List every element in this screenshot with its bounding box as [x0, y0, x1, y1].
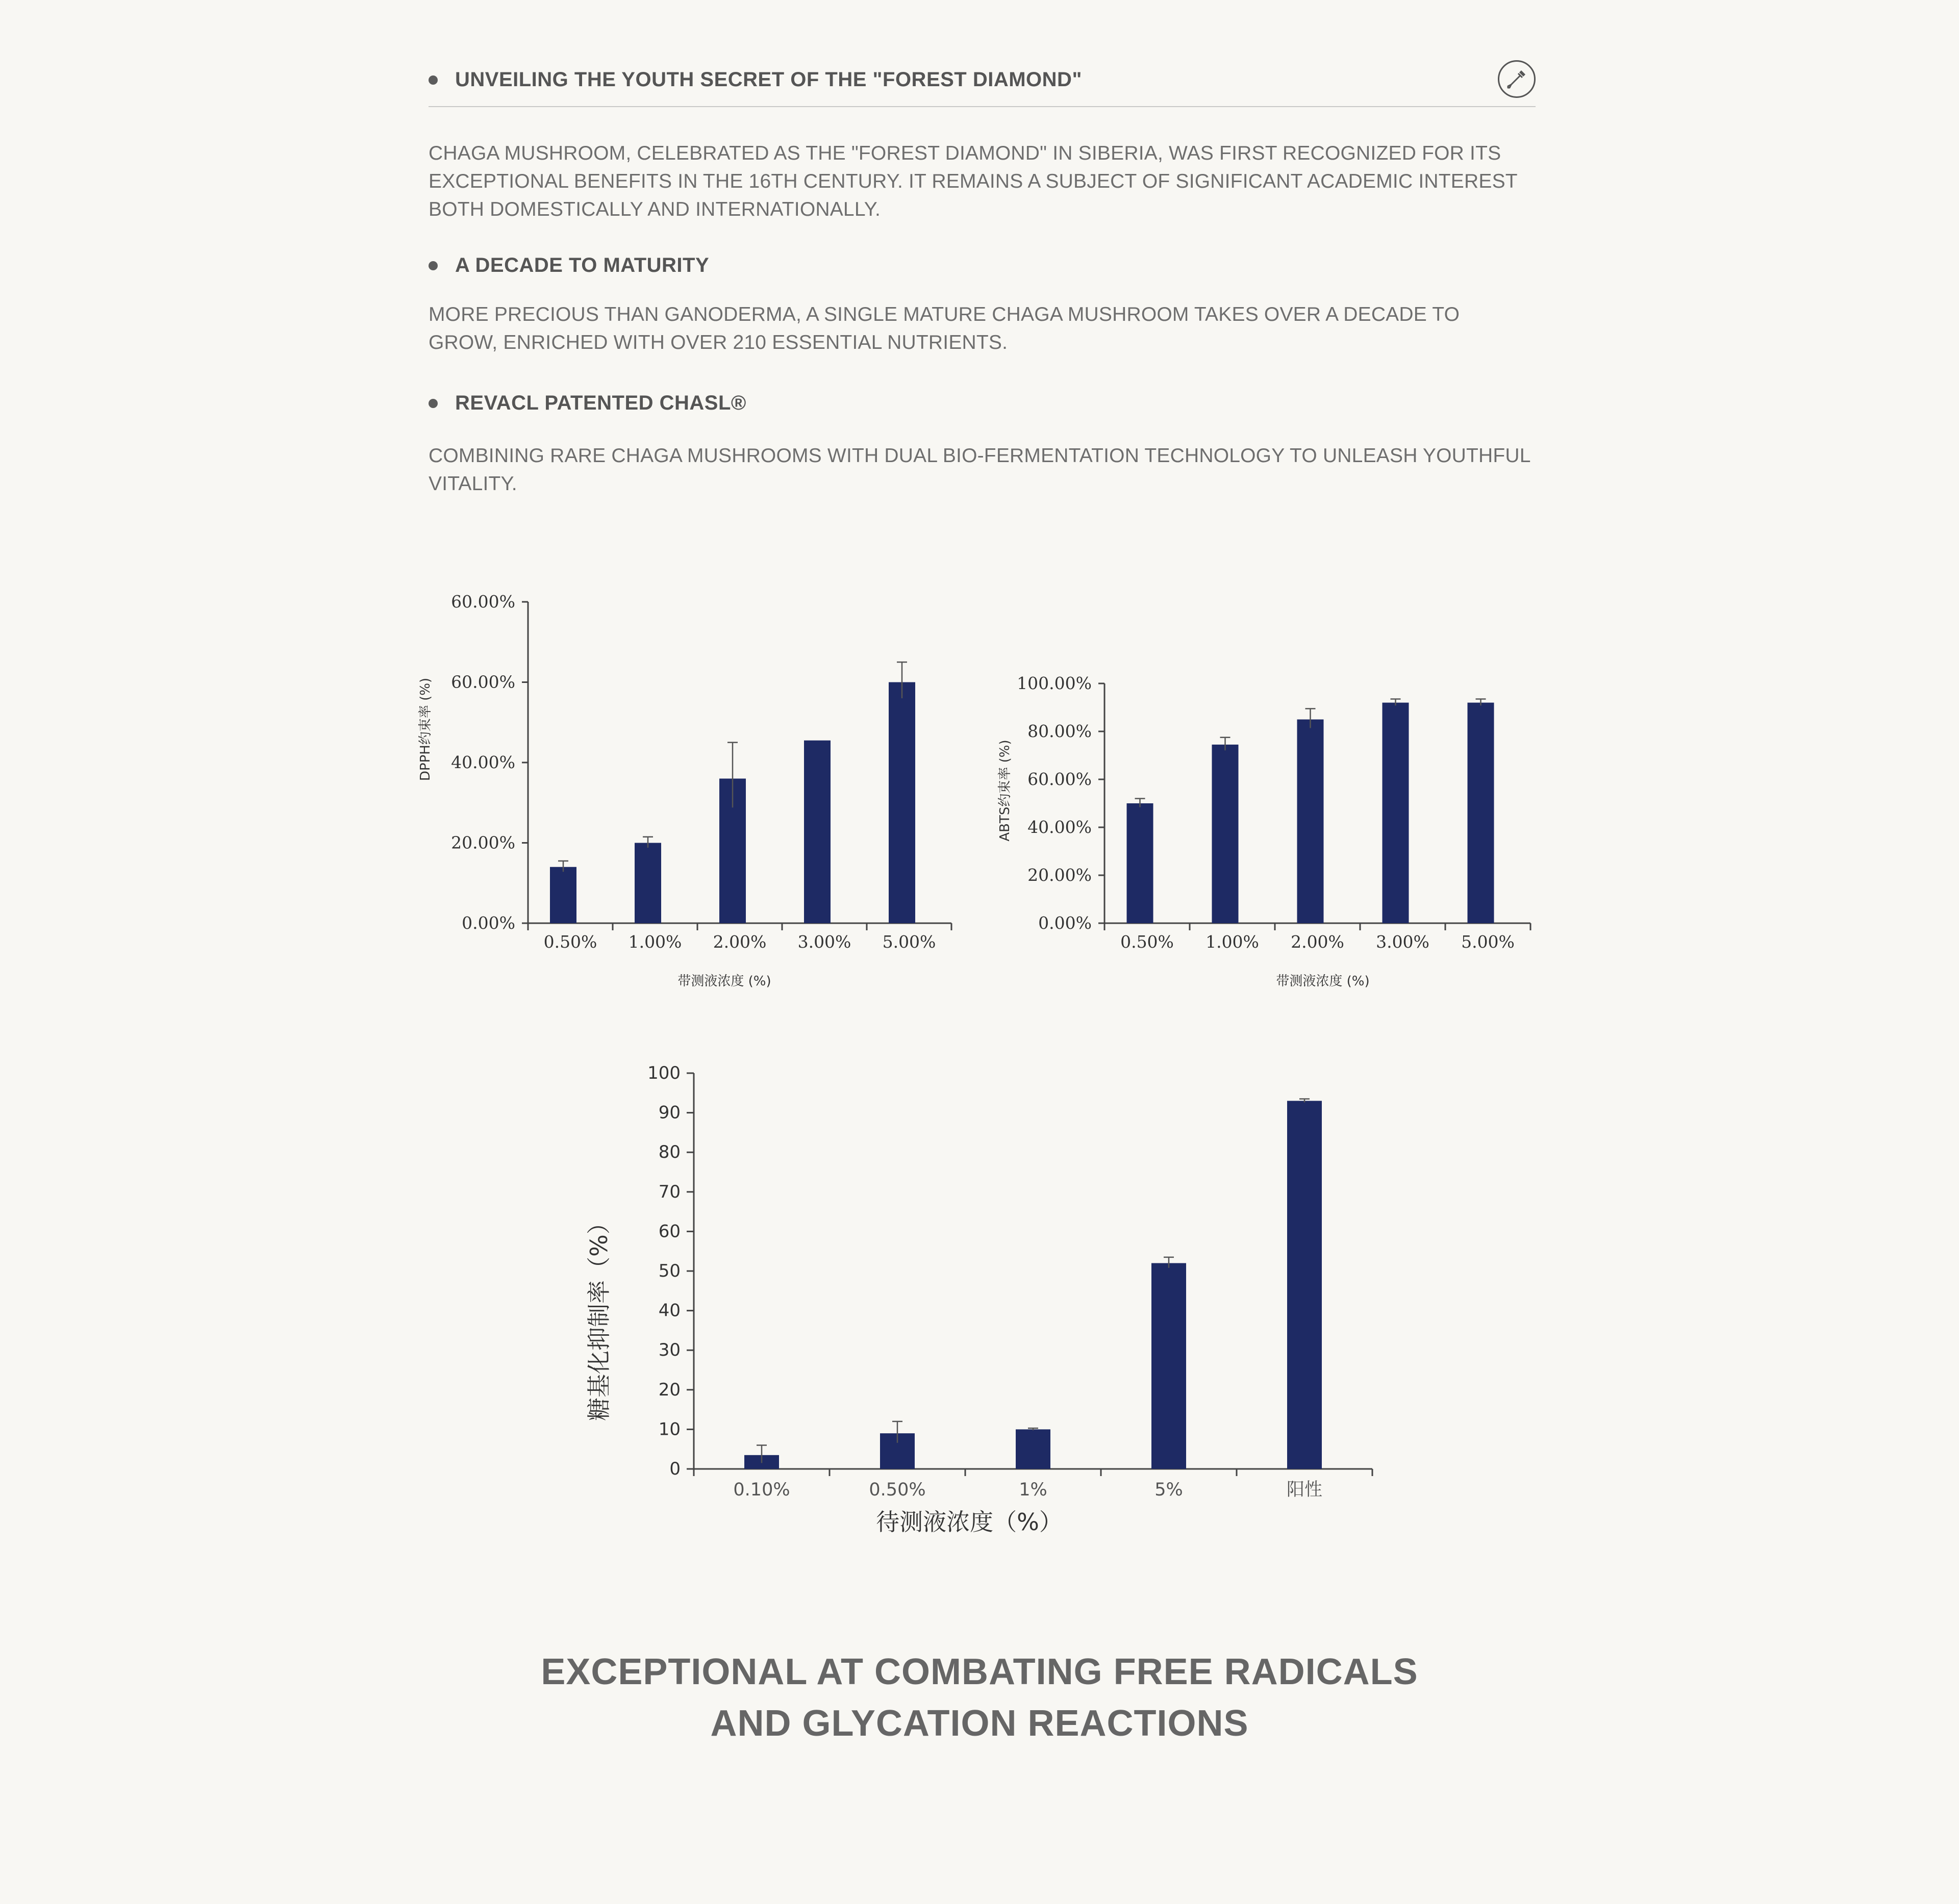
bullet-dot — [429, 261, 438, 270]
y-tick-label: 100 — [647, 1063, 681, 1083]
x-tick-label: 3.00% — [1376, 932, 1429, 952]
y-tick-label: 100.00% — [1017, 673, 1092, 693]
bar — [889, 682, 915, 924]
x-tick-label: 3.00% — [797, 932, 851, 952]
y-tick-label: 50 — [658, 1261, 681, 1281]
x-axis-label: 带测液浓度 (%) — [677, 974, 771, 989]
section-body: MORE PRECIOUS THAN GANODERMA, A SINGLE MATURE CHAGA MUSHROOM TAKES OVER A DECADE TO GROW, ENRICHED WITH OVER 210 ESSENTIAL NUTRIENTS. — [429, 303, 1460, 353]
bar — [1383, 703, 1409, 923]
headline-line-2: AND GLYCATION REACTIONS — [710, 1703, 1249, 1744]
x-tick-label: 0.50% — [1120, 932, 1174, 952]
section-body: CHAGA MUSHROOM, CELEBRATED AS THE "FOREST DIAMOND" IN SIBERIA, WAS FIRST RECOGNIZED FOR ITS EXCEPTIONAL BENEFITS IN THE 16TH CENTURY. IT REMAINS A SUBJECT OF SIGNIFICANT ACADEMIC INTEREST BOTH DOMESTICALLY AND INTERNATIONALLY. — [429, 142, 1518, 220]
y-tick-label: 80 — [658, 1142, 681, 1163]
x-axis-label: 带测液浓度 (%) — [1276, 974, 1370, 989]
x-tick-label: 2.00% — [713, 932, 767, 952]
y-tick-label: 30 — [658, 1340, 681, 1361]
section-title: UNVEILING THE YOUTH SECRET OF THE "FOREST DIAMOND" — [455, 68, 1082, 91]
section-heading-forest-diamond — [429, 68, 1082, 91]
bar — [1127, 803, 1153, 923]
x-tick-label: 5% — [1154, 1480, 1183, 1500]
y-tick-label: 0.00% — [462, 913, 515, 933]
headline — [0, 1646, 1959, 1749]
bar — [550, 867, 576, 923]
bar — [1468, 703, 1494, 923]
bar — [804, 741, 831, 923]
dpph-chart-svg — [418, 581, 980, 1000]
bullet-dot — [429, 399, 438, 408]
x-axis-label: 待测液浓度（%） — [876, 1508, 1063, 1536]
section-body: COMBINING RARE CHAGA MUSHROOMS WITH DUAL BIO-FERMENTATION TECHNOLOGY TO UNLEASH YOUTHFUL VITALITY. — [429, 445, 1530, 495]
eyedropper-icon[interactable] — [1498, 60, 1536, 98]
x-tick-label: 2.00% — [1291, 932, 1344, 952]
section-title: REVACL PATENTED CHASL® — [455, 392, 746, 414]
x-tick-label: 1.00% — [1205, 932, 1259, 952]
bar — [1016, 1429, 1050, 1469]
y-tick-label: 70 — [658, 1181, 681, 1202]
bar — [1212, 745, 1239, 923]
y-tick-label: 20.00% — [451, 832, 515, 853]
dpph-chart — [418, 581, 980, 1000]
glycation-chart-svg — [571, 1051, 1388, 1551]
glycation-chart — [571, 1051, 1388, 1551]
y-tick-label: 20 — [658, 1379, 681, 1400]
abts-chart — [995, 581, 1536, 1000]
y-tick-label: 0 — [669, 1459, 681, 1479]
y-tick-label: 90 — [658, 1102, 681, 1123]
y-tick-label: 60 — [658, 1221, 681, 1242]
bullet-dot — [429, 75, 438, 85]
y-tick-label: 20.00% — [1027, 865, 1092, 885]
y-tick-label: 40.00% — [451, 752, 515, 772]
bar — [1297, 720, 1324, 924]
y-tick-label: 60.00% — [451, 592, 515, 612]
x-tick-label: 5.00% — [882, 932, 936, 952]
y-tick-label: 40.00% — [1027, 817, 1092, 837]
y-tick-label: 40 — [658, 1300, 681, 1321]
x-tick-label: 阳性 — [1286, 1480, 1323, 1500]
y-tick-label: 60.00% — [1027, 769, 1092, 789]
y-tick-label: 10 — [658, 1419, 681, 1440]
y-tick-label: 0.00% — [1038, 913, 1092, 933]
y-axis-label: ABTS约束率 (%) — [997, 740, 1013, 842]
headline-line-1: EXCEPTIONAL AT COMBATING FREE RADICALS — [541, 1652, 1418, 1692]
bar — [1151, 1263, 1186, 1469]
section-heading-chasl — [429, 392, 746, 415]
x-tick-label: 0.50% — [543, 932, 597, 952]
y-axis-label: DPPH约束率 (%) — [418, 677, 433, 781]
x-tick-label: 1% — [1019, 1480, 1047, 1500]
y-tick-label: 80.00% — [1027, 721, 1092, 741]
x-tick-label: 1.00% — [628, 932, 682, 952]
bar — [635, 843, 661, 924]
bar — [1287, 1101, 1322, 1469]
x-tick-label: 0.10% — [733, 1480, 790, 1500]
y-axis-label: 糖基化抑制率（%） — [585, 1211, 613, 1421]
header-divider — [429, 106, 1536, 107]
x-tick-label: 0.50% — [869, 1480, 926, 1500]
y-tick-label: 60.00% — [451, 672, 515, 692]
abts-chart-svg — [995, 581, 1536, 1000]
section-heading-decade — [429, 254, 709, 277]
section-title: A DECADE TO MATURITY — [455, 254, 710, 276]
x-tick-label: 5.00% — [1461, 932, 1515, 952]
